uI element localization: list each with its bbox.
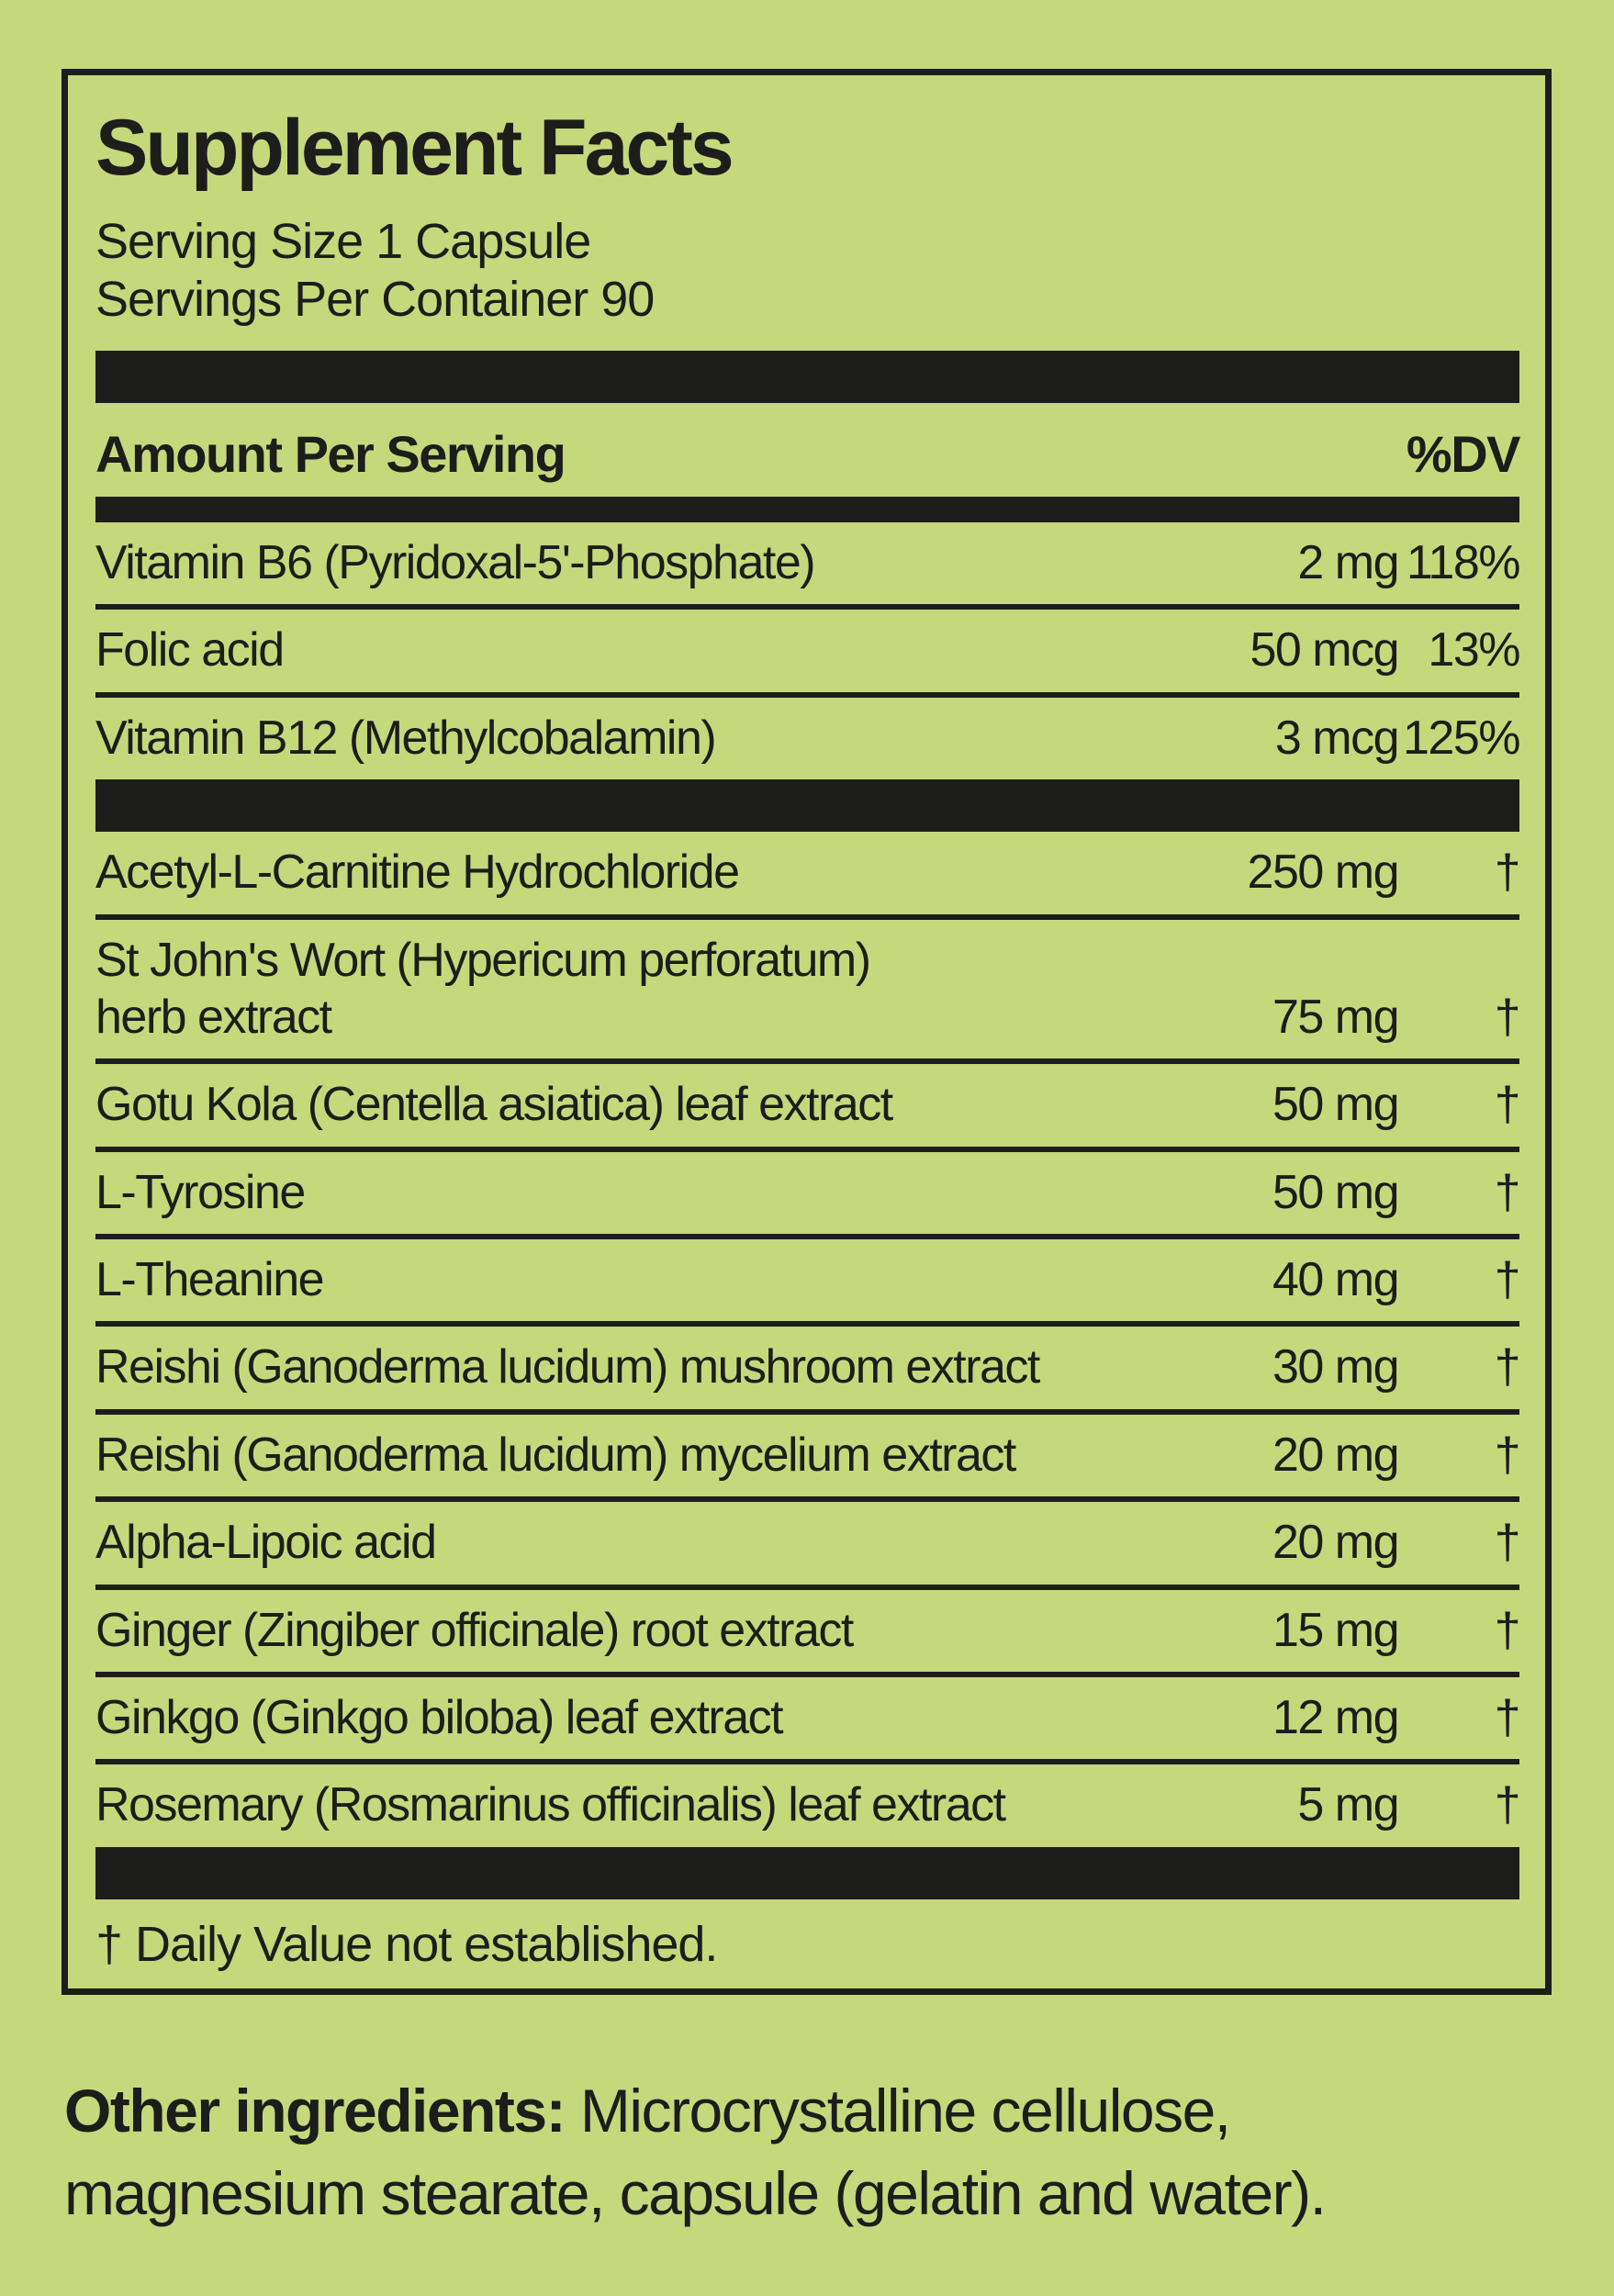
ingredient-row <box>95 522 1519 610</box>
ingredient-row <box>95 1502 1519 1589</box>
ingredient-dv-percent: 13% <box>1428 623 1519 678</box>
ingredient-row <box>95 610 1519 697</box>
dagger-symbol: † <box>1494 1078 1519 1132</box>
ingredient-amount: 3 mcg <box>1274 711 1398 765</box>
ingredient-amount: 15 mg <box>1272 1603 1398 1657</box>
ingredient-name: Alpha-Lipoic acid <box>95 1516 436 1570</box>
ingredient-name: Vitamin B12 (Methylcobalamin) <box>95 711 716 765</box>
divider-bar-bottom <box>95 1847 1519 1899</box>
dagger-symbol: † <box>1494 1253 1519 1307</box>
ingredient-amount: 30 mg <box>1272 1340 1398 1394</box>
serving-size-text: Serving Size 1 Capsule <box>95 214 591 270</box>
other-ingredients-label: Other ingredients: <box>64 2077 566 2145</box>
dagger-symbol: † <box>1494 1340 1519 1394</box>
vitamin-rows-group <box>95 522 1519 779</box>
ingredient-row <box>95 1327 1519 1414</box>
ingredient-name: St John's Wort (Hypericum perforatum) herb extract <box>95 933 870 1044</box>
dagger-symbol: † <box>1494 1603 1519 1657</box>
ingredient-amount: 250 mg <box>1247 846 1398 900</box>
ingredient-amount: 75 mg <box>1272 990 1398 1044</box>
ingredient-name: Acetyl-L-Carnitine Hydrochloride <box>95 846 739 900</box>
ingredient-row <box>95 1239 1519 1327</box>
ingredient-amount: 40 mg <box>1272 1253 1398 1307</box>
ingredient-name: Reishi (Ganoderma lucidum) mushroom extract <box>95 1340 1039 1394</box>
servings-per-container-text: Servings Per Container 90 <box>95 271 655 327</box>
ingredient-name: L-Theanine <box>95 1253 324 1307</box>
ingredient-row <box>95 1764 1519 1846</box>
ingredient-name: Ginger (Zingiber officinale) root extract <box>95 1603 853 1657</box>
ingredient-amount: 2 mg <box>1297 535 1398 589</box>
ingredient-amount: 50 mcg <box>1250 623 1398 678</box>
ingredient-name: Rosemary (Rosmarinus officinalis) leaf extract <box>95 1778 1005 1832</box>
dagger-symbol: † <box>1494 1165 1519 1219</box>
dagger-symbol: † <box>1494 846 1519 900</box>
daily-value-footnote: † Daily Value not established. <box>95 1916 718 1972</box>
ingredient-row <box>95 1677 1519 1764</box>
percent-dv-header: %DV <box>1406 424 1519 483</box>
ingredient-row <box>95 1064 1519 1151</box>
dagger-symbol: † <box>1494 1428 1519 1482</box>
ingredient-row <box>95 1415 1519 1502</box>
ingredient-amount: 20 mg <box>1272 1428 1398 1482</box>
ingredient-amount: 20 mg <box>1272 1516 1398 1570</box>
column-header-row <box>95 403 1519 497</box>
herb-rows-group <box>95 832 1519 1847</box>
divider-bar-top <box>95 351 1519 403</box>
amount-per-serving-header: Amount Per Serving <box>95 424 566 483</box>
ingredient-name: Gotu Kola (Centella asiatica) leaf extract <box>95 1078 892 1132</box>
panel-title: Supplement Facts <box>95 104 732 192</box>
ingredient-name: Reishi (Ganoderma lucidum) mycelium extract <box>95 1428 1015 1482</box>
ingredient-name: Folic acid <box>95 623 284 678</box>
dagger-symbol: † <box>1494 990 1519 1044</box>
divider-bar-under-header <box>95 497 1519 522</box>
other-ingredients-text: Microcrystalline cellulose, magnesium stearate, capsule (gelatin and water). <box>64 2077 1326 2227</box>
ingredient-row <box>95 1152 1519 1239</box>
dagger-symbol: † <box>1494 1691 1519 1745</box>
ingredient-amount: 50 mg <box>1272 1078 1398 1132</box>
supplement-facts-panel <box>62 69 1552 1995</box>
ingredient-dv-percent: 118% <box>1406 535 1519 589</box>
ingredient-row <box>95 1590 1519 1677</box>
ingredient-name: L-Tyrosine <box>95 1165 305 1219</box>
dagger-symbol: † <box>1494 1516 1519 1570</box>
ingredient-row <box>95 698 1519 779</box>
ingredient-dv-percent: 125% <box>1403 711 1519 765</box>
ingredient-name: Vitamin B6 (Pyridoxal-5'-Phosphate) <box>95 535 815 589</box>
ingredient-amount: 50 mg <box>1272 1165 1398 1219</box>
ingredient-amount: 5 mg <box>1297 1778 1398 1832</box>
ingredient-row <box>95 920 1519 1065</box>
ingredient-amount: 12 mg <box>1272 1691 1398 1745</box>
serving-info <box>95 213 1519 328</box>
ingredient-name: Ginkgo (Ginkgo biloba) leaf extract <box>95 1691 783 1745</box>
divider-bar-middle <box>95 779 1519 832</box>
ingredient-row <box>95 832 1519 919</box>
dagger-symbol: † <box>1494 1778 1519 1832</box>
other-ingredients <box>64 2070 1515 2235</box>
